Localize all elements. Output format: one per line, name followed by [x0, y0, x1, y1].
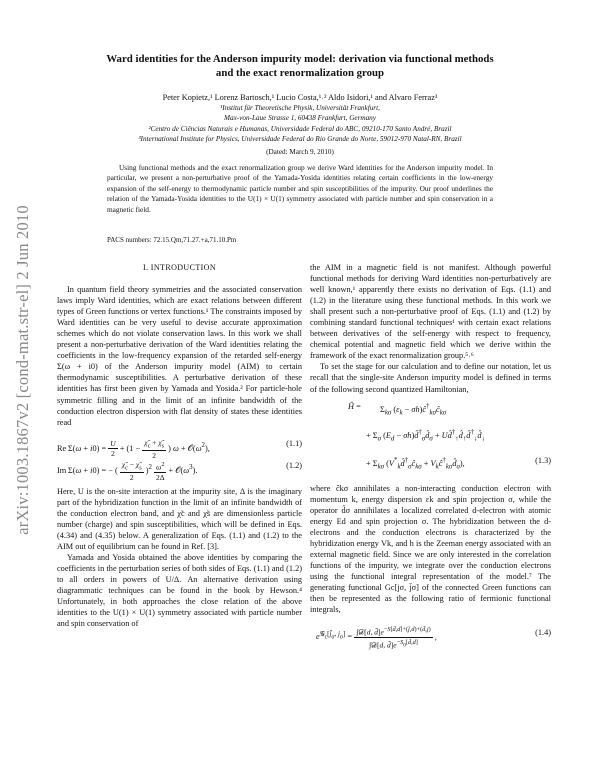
pacs-numbers: PACS numbers: 72.15.Qm,71.27.+a,71.10.Pm: [107, 236, 237, 244]
intro-paragraph-3: Yamada and Yosida obtained the above identities by comparing the coefficients in the perturbation series of both sides of Eqs. (1.1) and (1.2) to all orders in powers of U/Δ. An alternative derivation using diagrammatic techniques can be found in the book by Hewson.⁴ Unfortunately, in both approaches the close relation of the above identities to the U(1) × U(1) symmetry associated with particle number and spin conservation of: [57, 552, 302, 629]
title-line-2: and the exact renormalization group: [215, 67, 385, 79]
intro-paragraph-2: Here, U is the on-site interaction at the impurity site, Δ is the imaginary part of the hybridization function in the limit of an infinite bandwidth of the conduction electron band, and χ̃c and χ̃s are dimensionless particle number (charge) and spin susceptibilities, which will be defined in Eqs. (4.34) and (4.35) below. A generalization of Eqs. (1.1) and (1.2) to the AIM out of equilibrium can be found in Ref. [3].: [57, 486, 302, 551]
affiliation-2: ²Centro de Ciências Naturais e Humanas, Universidade Federal do ABC, 09210-170 Santo André, Brazil: [148, 125, 452, 133]
left-column: [57, 262, 302, 629]
section-heading: I. INTRODUCTION: [142, 263, 217, 272]
hamiltonian-term-2: + $\Sigma_\sigma$ ($E_d$ − $\sigma h)d̂^\dagger_\sigma d̂_\sigma$ + $Ud̂^\dagger_↑d̂_↑d̂^\dagger_↓d̂_↓$: [366, 428, 485, 442]
arxiv-sidebar-identifier: [8, 160, 38, 580]
title-line-1: Ward identities for the Anderson impurity model: derivation via functional methods: [106, 53, 494, 65]
equation-1-2-body: Im Σ(ω + i0) = − ( $\frac{\chĩ_c - \chĩ_s}{2}$ )$^2$ $\frac{\omega^2}{2\Delta}$ + $𝒪(\omega^3)$.: [57, 459, 198, 483]
date-line: (Dated: March 9, 2010): [266, 148, 334, 156]
right-column: [310, 262, 551, 650]
abstract-text: Using functional methods and the exact renormalization group we derive Ward identities for the Anderson impurity model. In particular, we present a non-perturbative proof of the Yamada-Yosida identities relating certain coefficients in the low-energy expansion of the self-energy to thermodynamic particle number and spin susceptibilities of the impurity. Our proof underlines the relation of the Yamada-Yosida identities to the U(1) × U(1) symmetry associated with particle number and spin conservation in a magnetic field.: [107, 163, 493, 214]
equation-1-4-body: $e^{𝒢_c[j̄_\sigma, j_\sigma]}$ = $\frac{\int 𝒟[d, d̄]e^{-S[d̄,d]+(j̄,d)+(d̄,j)}}{\int 𝒟[d, d̄]e^{-S_0[d̄,d]}}$ ,: [316, 626, 437, 650]
abstract: [107, 163, 493, 215]
equation-1-2: [57, 456, 302, 483]
arxiv-id-text: arXiv:1003.1867v2 [cond-mat.str-el] 2 Jun 2010: [13, 205, 32, 535]
equation-1-1-body: Re Σ(ω + i0) = $\frac{U}{2}$ + (1 − $\frac{\chĩ_c + \chĩ_s}{2}$ ) $\omega + 𝒪(\omega^2)$,: [57, 437, 210, 461]
intro-paragraph-4: the AIM in a magnetic field is not manifest. Although powerful functional methods for deriving Ward identities non-perturbatively are well known,¹ apparently there exists no derivation of Eqs. (1.1) and (1.2) in the literature using these functional methods. In this work we shall present such a non-perturbative proof of Eqs. (1.1) and (1.2) by combining standard functional techniques¹ with certain exact relations between derivatives of the self-energy with respect to frequency, chemical potential and magnetic field which we derive within the framework of the exact renormalization group.⁵˒⁶: [310, 263, 551, 361]
paper-title: [60, 52, 540, 80]
equation-1-4-number: (1.4): [535, 628, 551, 638]
hamiltonian-term-3: + $\Sigma_{k\sigma}$ ($V^*_kd̂^\dagger_\sigma ĉ_{k\sigma}$ + $V_kĉ^\dagger_{k\sigma}d̂_\sigma$),: [366, 456, 465, 470]
equation-1-1: [57, 434, 302, 461]
equation-1-1-number: (1.1): [286, 438, 302, 448]
affiliation-3: ³International Institute for Physics, Universidade Federal do Rio Grande do Norte, 59012-970 Natal-RN, Brazil: [138, 135, 462, 143]
hamiltonian-term-1: $\Sigma_{k\sigma}$ ($\varepsilon_k$ − $\sigma h)ĉ^\dagger_{k\sigma}ĉ_{k\sigma}$: [380, 402, 447, 416]
equation-1-3-number: (1.3): [535, 455, 551, 465]
affiliation-1-line-2: Max-von-Laue Strasse 1, 60438 Frankfurt, Germany: [224, 114, 376, 122]
affiliation-1-line-1: ¹Institut für Theoretische Physik, Universität Frankfurt,: [220, 104, 380, 112]
equation-1-2-number: (1.2): [286, 460, 302, 470]
hamiltonian-lhs: Ĥ =: [348, 401, 361, 411]
intro-paragraph-6: where ĉkσ annihilates a non-interacting conduction electron with momentum k, energy dispersion εk and spin projection σ, while the operator d̂σ annihilates a localized correlated d-electron with atomic energy Ed and spin projection σ. The hybridization between the d-electrons and the conduction electrons is characterized by the hybridization energy Vk, and h is the Zeeman energy associated with an external magnetic field. Since we are only interested in the correlation functions of the impurity, we integrate over the conduction electrons using the functional integral representation of the model.⁷ The generating functional Gc[jσ, j̄σ] of the connected Green functions can then be represented as the following ratio of fermionic functional integrals,: [310, 483, 551, 615]
equation-1-3-hamiltonian: [310, 397, 551, 481]
equation-1-4: [310, 619, 551, 650]
intro-paragraph-5: To set the stage for our calculation and to define our notation, let us recall that the single-site Anderson impurity model is defined in terms of the following second quantized Hamiltonian,: [310, 362, 551, 394]
author-list: Peter Kopietz,¹ Lorenz Bartosch,¹ Lucio Costa,¹˒² Aldo Isidori,¹ and Alvaro Ferraz³: [162, 93, 438, 102]
intro-paragraph-1: In quantum field theory symmetries and the associated conservation laws imply Ward identities, which are exact relations between different types of Green functions or vertex functions.¹ The constraints imposed by Ward identities can be very useful to devise accurate approximation schemes which do not violate conservation laws. In this work we shall present a non-perturbative derivation of the Ward identities relating the coefficients in the low-frequency expansion of the retarded self-energy Σ(ω + i0) of the Anderson impurity model (AIM) to certain thermodynamic susceptibilities. A perturbative derivation of these identities has first been given by Yamada and Yosida.² For particle-hole symmetric filling and in the limit of an infinite bandwidth of the conduction electron dispersion with flat density of states these identities read: [57, 285, 302, 427]
